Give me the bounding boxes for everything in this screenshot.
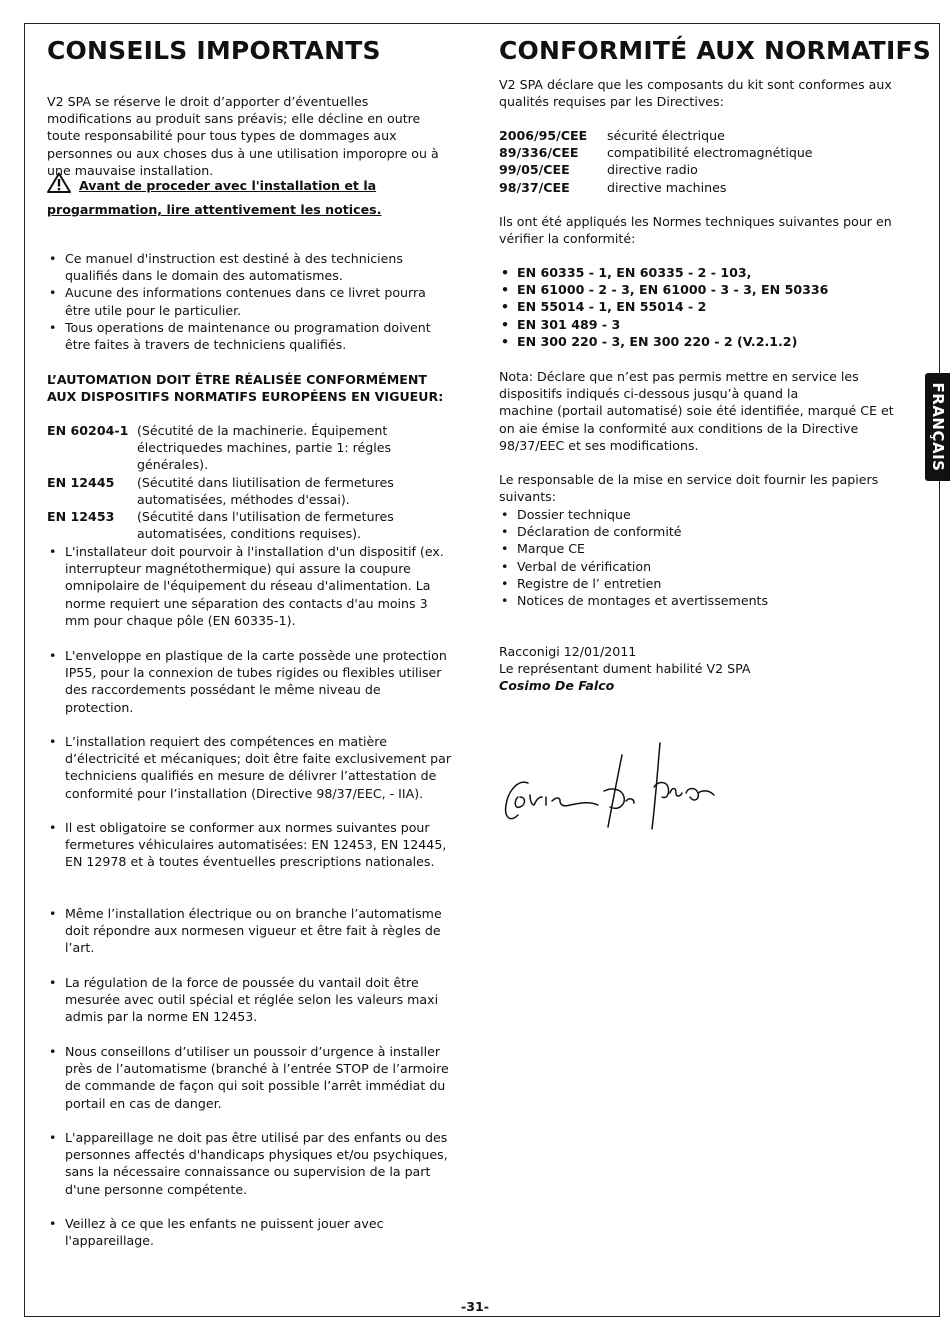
list-item: • Verbal de vérification <box>499 558 907 575</box>
standard-desc: (Sécutité dans liutilisation de fermetures automatisées, méthodes d'essai). <box>137 474 394 507</box>
list-item: • EN 55014 - 1, EN 55014 - 2 <box>499 298 907 315</box>
standard-row <box>47 508 452 542</box>
list-item: • Registre de l’ entretien <box>499 575 907 592</box>
list-item: • Même l’installation électrique ou on branche l’automatisme doit répondre aux normesen vigueur et être fait à règles de l’art. <box>47 905 452 957</box>
right-title: CONFORMITÉ AUX NORMATIFS <box>499 36 931 65</box>
norms-list <box>499 264 907 350</box>
directive-code: 98/37/CEE <box>499 179 570 195</box>
warning-notice <box>47 172 452 220</box>
directive-code: 2006/95/CEE <box>499 128 588 143</box>
bullet-electrical <box>47 905 452 957</box>
list-item: • L'enveloppe en plastique de la carte possède une protection IP55, pour la connexion de tubes rigides ou flexibles utiliser des raccordements possédant le même niveau de protection. <box>47 647 452 716</box>
list-item: • EN 301 489 - 3 <box>499 316 907 333</box>
list-item: • EN 61000 - 2 - 3, EN 61000 - 3 - 3, EN 50336 <box>499 281 907 298</box>
standard-desc: (Sécutité de la machinerie. Équipement électriquedes machines, partie 1: régles générales). <box>137 423 392 473</box>
nota-rest: machine (portail automatisé) soie été identifiée, marqué CE et on aie émise la conformité aux conditions de la Directive 98/37/EEC et ses modifications. <box>499 403 894 453</box>
warning-text: Avant de proceder avec l'installation et la progarmmation, lire attentivement les notices. <box>47 178 382 217</box>
list-item: • L'appareillage ne doit pas être utilisé par des enfants ou des personnes affectés d'handicaps physiques et/ou psychiques, sans la nécessaire connaissance ou supervision de la part d'une personne compétente. <box>47 1129 452 1198</box>
list-item: • L’installation requiert des compétences en matière d’électricité et mécaniques; doit être faite exclusivement par techniciens qualifiés en mesure de délivrer l’attestation de conformité pour l’installation (Directive 98/37/EEC, - IIA). <box>47 733 452 802</box>
list-item: • EN 300 220 - 3, EN 300 220 - 2 (V.2.1.2) <box>499 333 907 350</box>
directive-code: 89/336/CEE <box>499 145 579 161</box>
list-item: • Déclaration de conformité <box>499 523 907 540</box>
representative: Le représentant dument habilité V2 SPA <box>499 661 751 677</box>
directive-desc: directive radio <box>607 162 698 178</box>
list-item: • Dossier technique <box>499 506 907 523</box>
signature-block <box>499 643 907 695</box>
list-item: • Il est obligatoire se conformer aux normes suivantes pour fermetures véhiculaires automatisées: EN 12453, EN 12445, EN 12978 et à toutes éventuelles prescriptions nationales. <box>47 819 452 871</box>
bullet-skills <box>47 733 452 802</box>
list-item: • La régulation de la force de poussée du vantail doit être mesurée avec outil spécial et réglée selon les valeurs maxi admis par la norme EN 12453. <box>47 974 452 1026</box>
papers-list <box>499 506 907 609</box>
responsible-intro: Le responsable de la mise en service doit fournir les papiers suivants: <box>499 472 879 505</box>
list-item: • L'installateur doit pourvoir à l'installation d'un dispositif (ex. interrupteur magnétothermique) qui assure la coupure omnipolaire de l'équipement du réseau d'alimentation. La norme requiert une séparation des contacts d'au moins 3 mm pour chaque pôle (EN 60335-1). <box>47 543 452 629</box>
directive-desc: compatibilité electromagnétique <box>607 145 813 161</box>
list-item: • Marque CE <box>499 540 907 557</box>
directive-row <box>499 127 907 144</box>
standard-row <box>47 422 452 474</box>
place-date: Racconigi 12/01/2011 <box>499 644 637 659</box>
nota-paragraph <box>499 368 907 454</box>
signatory-name: Cosimo De Falco <box>499 678 615 694</box>
bullet-enclosure <box>47 647 452 716</box>
list-item: • EN 60335 - 1, EN 60335 - 2 - 103, <box>499 264 907 281</box>
norms-intro: Ils ont été appliqués les Normes techniques suivantes pour en vérifier la conformité: <box>499 214 892 247</box>
list-item: • Nous conseillons d’utiliser un poussoir d’urgence à installer près de l’automatisme (branché à l’entrée STOP de l’armoire de commande de façon qui soit possible l’arrêt immédiat du portail en cas de danger. <box>47 1043 452 1112</box>
bullet-children-play <box>47 1215 452 1249</box>
bullet-emergency <box>47 1043 452 1112</box>
right-intro: V2 SPA déclare que les composants du kit sont conformes aux qualités requises par les Directives: <box>499 77 892 110</box>
standard-row <box>47 474 452 508</box>
warning-icon <box>47 172 71 199</box>
bullet-installer <box>47 543 452 629</box>
directive-row <box>499 144 907 161</box>
left-intro: V2 SPA se réserve le droit d’apporter d’éventuelles modifications au produit sans préavis; elle décline en outre toute responsabilité pour tous types de dommages aux personnes ou aux choses dus à une utilisation imporopre ou à une mauvaise installation. <box>47 94 439 178</box>
directive-code: 99/05/CEE <box>499 162 570 178</box>
directive-row <box>499 179 907 196</box>
bullet-norms <box>47 819 452 871</box>
list-item: • Ce manuel d'instruction est destiné à des techniciens qualifiés dans le domain des automatismes. <box>47 250 452 284</box>
language-tab-label: FRANÇAIS <box>928 382 947 472</box>
page-number: -31- <box>461 1299 489 1314</box>
standard-desc: (Sécutité dans l'utilisation de fermetures automatisées, conditions requises). <box>137 509 394 542</box>
list-item: • Veillez à ce que les enfants ne puissent jouer avec l'appareillage. <box>47 1215 452 1249</box>
bullet-force <box>47 974 452 1026</box>
standards-list <box>47 422 452 542</box>
standard-code: EN 60204-1 <box>47 423 129 438</box>
list-item: • Notices de montages et avertissements <box>499 592 907 609</box>
directive-desc: directive machines <box>607 179 727 195</box>
nota-line-1: Nota: Déclare que n’est pas permis mettre en service les <box>499 369 859 384</box>
nota-line-2: dispositifs indiqués ci-dessous jusqu’à quand la <box>499 386 799 402</box>
list-item: • Tous operations de maintenance ou programation doivent être faites à travers de techniciens qualifiés. <box>47 319 452 353</box>
regulations-heading: L’AUTOMATION DOIT ÊTRE RÉALISÉE CONFORMÉMENT AUX DISPOSITIFS NORMATIFS EUROPÉENS EN VIGUEUR: <box>47 372 444 405</box>
directives-list <box>499 127 907 196</box>
directive-row <box>499 161 907 178</box>
bullets-list-1 <box>47 250 452 353</box>
directive-desc: sécurité électrique <box>607 128 725 143</box>
handwritten-signature <box>500 735 730 849</box>
standard-code: EN 12445 <box>47 474 115 490</box>
list-item: • Aucune des informations contenues dans ce livret pourra être utile pour le particulier. <box>47 284 452 318</box>
bullet-children-use <box>47 1129 452 1198</box>
left-title: CONSEILS IMPORTANTS <box>47 36 381 65</box>
standard-code: EN 12453 <box>47 509 115 525</box>
language-tab <box>925 373 950 481</box>
